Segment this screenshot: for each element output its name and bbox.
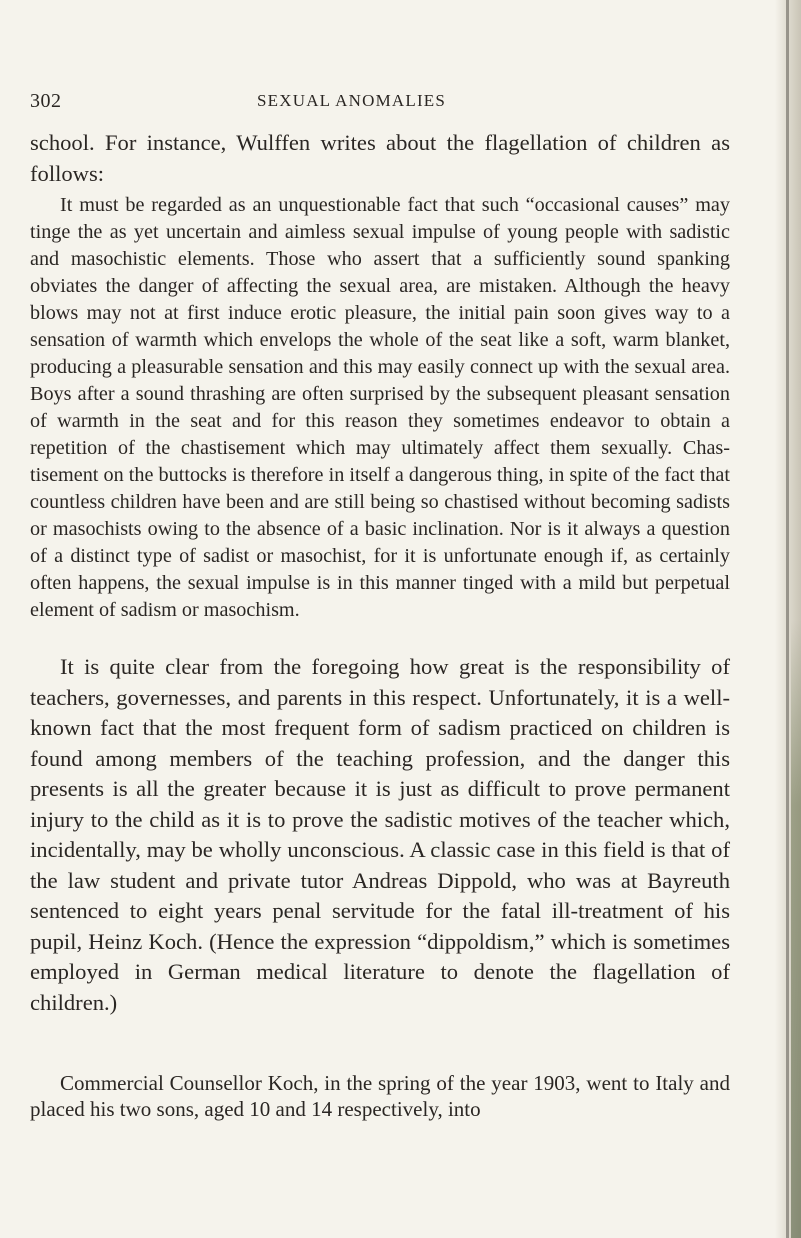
page-number: 302 (30, 90, 62, 112)
page-gutter-edge (786, 0, 789, 1238)
responsibility-paragraph: It is quite clear from the foregoing how great is the responsibility of teachers, governesses, and parents in this respect. Unfortunately, it is a well-known fact that the most frequent form of sadism practiced on children is found among members of the teaching profession, and the danger this presents is all the greater because it is just as difficult to prove permanent injury to the child as it is to prove the sadistic motives of the teacher which, incidentally, may be wholly unconscious. A classic case in this field is that of the law student and private tutor Andreas Dippold, who was at Bayreuth sentenced to eight years penal servitude for the fatal ill-treatment of his pupil, Heinz Koch. (Hence the expression “dippoldism,” which is sometimes employed in German medical literature to denote the flagellation of children.) (30, 654, 730, 1015)
block-quote: It must be regarded as an unquestionable fact that such “occasional causes” may tinge the as yet uncertain and aimless sexual impulse of young people with sadistic and masochistic elements. Those who assert that a sufficiently sound spanking obviates the danger of affecting the sexual area, are mistaken. Although the heavy blows may not at first induce erotic pleasure, the initial pain soon gives way to a sensation of warmth which envelops the whole of the seat like a soft, warm blanket, producing a pleasurable sensation and this may easily connect up with the sexual area. Boys after a sound thrashing are often surprised by the subsequent pleasant sensation of warmth in the seat and for this reason they sometimes endeavor to obtain a repetition of the chastisement which may ultimately affect them sexually. Chastisement on the buttocks is therefore in itself a dangerous thing, in spite of the fact that countless children have been and are still being so chastised without becoming sadists or masochists owing to the absence of a basic inclination. Nor is it always a question of a distinct type of sadist or masochist, for it is unfortunate enough if, as certainly often happens, the sexual impulse is in this manner tinged with a mild but perpetual element of sadism or masochism. (30, 194, 730, 621)
page-edge-stain (791, 620, 801, 1238)
running-head-title: SEXUAL ANOMALIES (257, 91, 447, 110)
intro-paragraph: school. For instance, Wulffen writes about the flagellation of children as follows: (30, 130, 730, 186)
running-head (30, 90, 730, 118)
koch-paragraph: Commercial Counsellor Koch, in the spring of the year 1903, went to Italy and placed his two sons, aged 10 and 14 respectively, into (30, 1071, 730, 1121)
